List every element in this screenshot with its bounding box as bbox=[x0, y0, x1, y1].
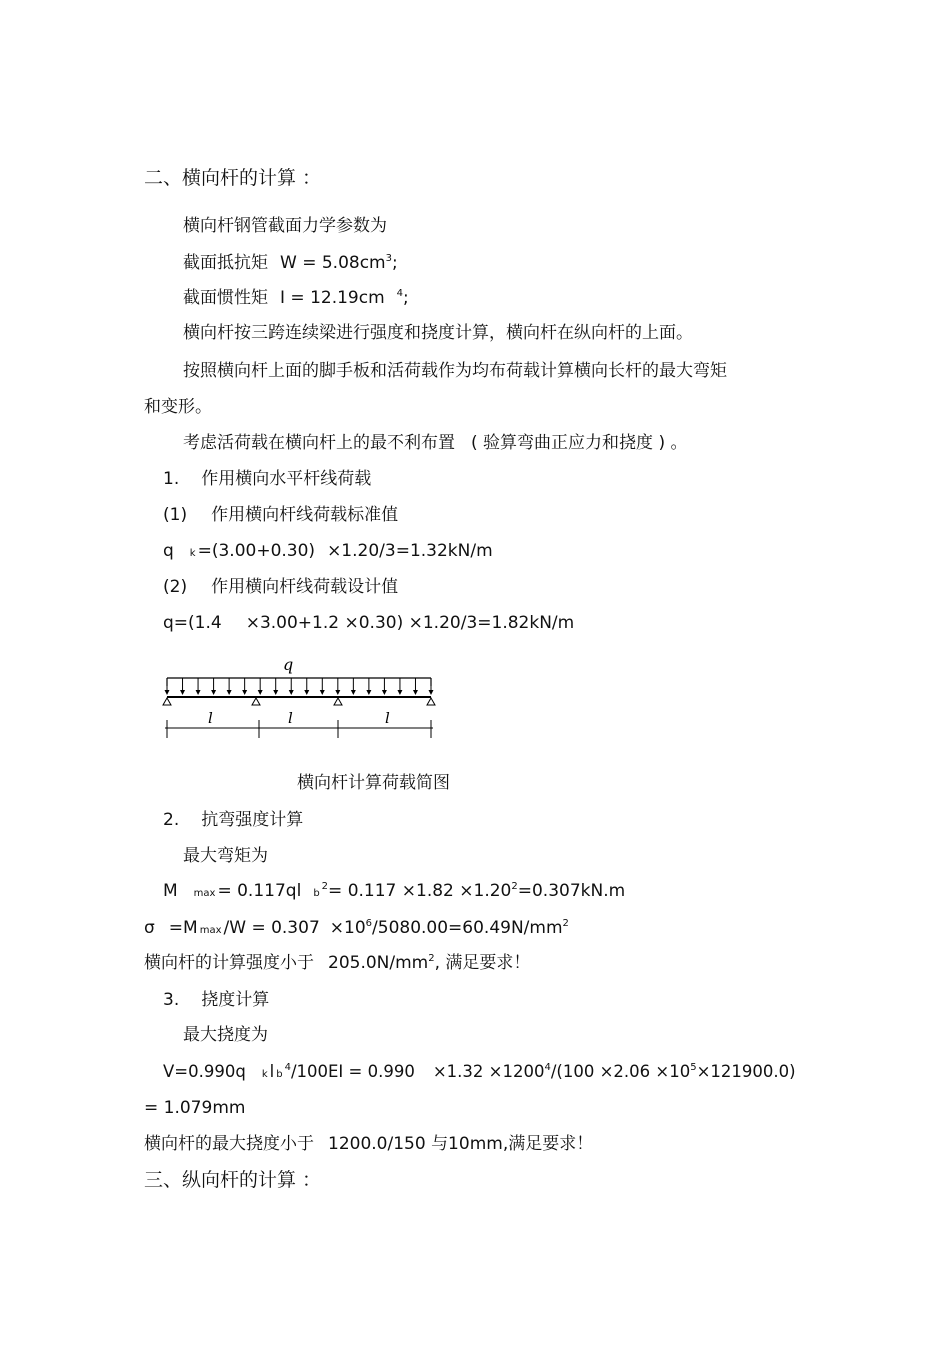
step-3-heading bbox=[163, 990, 269, 1010]
load-arrow-head bbox=[273, 690, 278, 695]
stress-unit-exp: 2 bbox=[562, 918, 569, 929]
stress-formula bbox=[144, 918, 569, 941]
qk-expression: =(3.00+0.30) bbox=[197, 541, 316, 561]
load-arrow-head bbox=[366, 690, 371, 695]
stress-result: /5080.00=60.49N/mm bbox=[372, 918, 563, 938]
step-1-1-title: 作用横向杆线荷载标准值 bbox=[211, 505, 399, 525]
inertia-line bbox=[183, 288, 409, 308]
section-modulus-exp: 3 bbox=[385, 253, 392, 264]
max-deflection-intro: 最大挠度为 bbox=[183, 1025, 268, 1045]
load-arrow-head bbox=[165, 690, 170, 695]
load-arrow-head bbox=[351, 690, 356, 695]
step-1-2-title: 作用横向杆线荷载设计值 bbox=[211, 577, 399, 597]
load-arrow-head bbox=[413, 690, 418, 695]
section-modulus-value: W = 5.08cm bbox=[280, 253, 386, 273]
strength-value: 205.0N/mm bbox=[328, 953, 429, 973]
consider-line bbox=[183, 433, 687, 453]
step-2-title: 抗弯强度计算 bbox=[201, 810, 304, 830]
q-expression-b: ×3.00+1.2 ×0.30) ×1.20/3=1.82kN/m bbox=[245, 613, 575, 633]
max-moment-intro: 最大弯矩为 bbox=[183, 846, 268, 866]
moment-result: =0.307kN.m bbox=[517, 881, 626, 901]
support-triangle bbox=[252, 698, 260, 705]
inertia-exp: 4 bbox=[396, 288, 404, 299]
span-label-2: l bbox=[288, 709, 293, 727]
sigma-symbol: σ bbox=[144, 918, 155, 938]
stress-pow: ×10 bbox=[329, 918, 366, 938]
params-intro: 横向杆钢管截面力学参数为 bbox=[183, 216, 387, 236]
deflection-check-text: 横向杆的最大挠度小于 bbox=[144, 1134, 314, 1154]
stress-exp: 6 bbox=[365, 918, 373, 929]
step-1-2-heading bbox=[163, 577, 398, 597]
moment-coef: = 0.117ql bbox=[217, 881, 302, 901]
load-arrow-head bbox=[180, 690, 185, 695]
deflection-subscript: k bbox=[261, 1069, 268, 1080]
load-arrow-head bbox=[211, 690, 216, 695]
step-1-number: 1. bbox=[163, 469, 180, 489]
load-arrow-head bbox=[335, 690, 340, 695]
step-2-heading bbox=[163, 810, 303, 830]
deflection-exp: 4 bbox=[284, 1062, 291, 1073]
section-2-title: 二、横向杆的计算 ： bbox=[144, 167, 322, 189]
moment-subscript: max bbox=[193, 888, 216, 899]
consider-text: 考虑活荷载在横向杆上的最不利布置 bbox=[183, 433, 455, 453]
strength-exp: 2 bbox=[428, 953, 435, 964]
support-triangle bbox=[163, 698, 171, 705]
deflection-denominator-end: ×121900.0) bbox=[696, 1062, 796, 1081]
deflection-check bbox=[144, 1134, 593, 1154]
punct: ; bbox=[403, 288, 409, 308]
inertia-value: I = 12.19cm bbox=[280, 288, 385, 308]
step-2-number: 2. bbox=[163, 810, 180, 830]
load-arrow-head bbox=[196, 690, 201, 695]
strength-text: 横向杆的计算强度小于 bbox=[144, 953, 314, 973]
load-arrow-head bbox=[258, 690, 263, 695]
inertia-label: 截面惯性矩 bbox=[183, 288, 268, 308]
strength-check bbox=[144, 953, 530, 973]
deflection-expression: /100EI = 0.990 bbox=[290, 1062, 415, 1081]
qk-formula bbox=[163, 541, 493, 564]
deflection-formula bbox=[163, 1062, 796, 1085]
step-1-title: 作用横向水平杆线荷载 bbox=[201, 469, 372, 489]
step-1-1-number: (1) bbox=[163, 505, 188, 525]
section-modulus-line bbox=[183, 253, 398, 273]
q-expression-a: q=(1.4 bbox=[163, 613, 222, 633]
qk-symbol: q bbox=[163, 541, 174, 561]
beam-supports bbox=[163, 698, 435, 705]
load-arrow-head bbox=[382, 690, 387, 695]
support-triangle bbox=[334, 698, 342, 705]
section-3-title: 三、纵向杆的计算 ： bbox=[144, 1169, 322, 1191]
deflection-subscript-b: b bbox=[276, 1069, 283, 1080]
load-description-1: 按照横向杆上面的脚手板和活荷载作为均布荷载计算横向长杆的最大弯矩 bbox=[183, 361, 727, 381]
moment-expression: = 0.117 ×1.82 ×1.20 bbox=[328, 881, 512, 901]
section-modulus-label: 截面抵抗矩 bbox=[183, 253, 268, 273]
step-3-number: 3. bbox=[163, 990, 180, 1010]
diagram-load-label: q bbox=[283, 655, 294, 674]
load-arrow-head bbox=[397, 690, 402, 695]
moment-exp: 2 bbox=[321, 881, 329, 892]
load-arrow-head bbox=[289, 690, 294, 695]
load-arrow-head bbox=[242, 690, 247, 695]
load-arrow-head bbox=[320, 690, 325, 695]
stress-expression: /W = 0.307 bbox=[223, 918, 320, 938]
step-3-title: 挠度计算 bbox=[201, 990, 270, 1010]
deflection-coef: V=0.990q bbox=[163, 1062, 246, 1081]
moment-subscript-b: b bbox=[313, 888, 320, 899]
deflection-exp-2: 4 bbox=[544, 1062, 551, 1073]
qk-subscript: k bbox=[189, 548, 196, 559]
moment-formula bbox=[163, 881, 625, 904]
span-description: 横向杆按三跨连续梁进行强度和挠度计算，横向杆在纵向杆的上面。 bbox=[183, 323, 693, 343]
load-arrow-head bbox=[304, 690, 309, 695]
stress-subscript: max bbox=[199, 925, 222, 936]
deflection-denominator: /(100 ×2.06 ×10 bbox=[550, 1062, 691, 1081]
dimension-ticks bbox=[167, 720, 431, 738]
span-label-1: l bbox=[208, 709, 213, 727]
support-triangle bbox=[427, 698, 435, 705]
punct: ; bbox=[392, 253, 398, 273]
deflection-result: = 1.079mm bbox=[144, 1098, 246, 1118]
deflection-load: ×1.32 ×1200 bbox=[432, 1062, 545, 1081]
span-label-3: l bbox=[385, 709, 390, 727]
deflection-exp-3: 5 bbox=[690, 1062, 697, 1073]
deflection-l: l bbox=[269, 1062, 275, 1081]
step-1-1-heading bbox=[163, 505, 398, 525]
load-arrow-head bbox=[227, 690, 232, 695]
step-1-2-number: (2) bbox=[163, 577, 188, 597]
diagram-caption: 横向杆计算荷载简图 bbox=[297, 773, 450, 793]
strength-conclusion: , 满足要求！ bbox=[434, 953, 531, 973]
step-1-heading bbox=[163, 469, 371, 489]
moment-symbol: M bbox=[163, 881, 178, 901]
stress-eq: =M bbox=[168, 918, 198, 938]
consider-paren: ( 验算弯曲正应力和挠度 ) 。 bbox=[471, 433, 688, 453]
deflection-check-value: 1200.0/150 与10mm,满足要求！ bbox=[328, 1134, 594, 1154]
qk-result: ×1.20/3=1.32kN/m bbox=[327, 541, 493, 561]
load-arrows bbox=[165, 678, 434, 695]
q-formula bbox=[163, 613, 574, 633]
load-arrow-head bbox=[429, 690, 434, 695]
moment-exp-2: 2 bbox=[511, 881, 518, 892]
load-description-2: 和变形。 bbox=[144, 397, 212, 417]
load-diagram bbox=[155, 648, 455, 748]
